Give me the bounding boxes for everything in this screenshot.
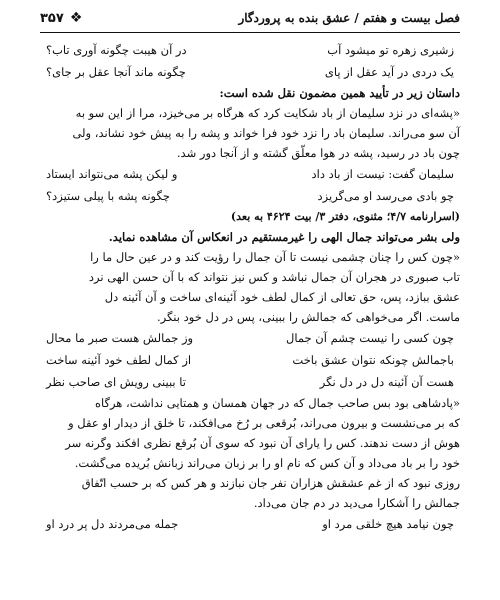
text-line: روزی نبود که از غم عشقش هزاران نفر جان نبازند و هر کس که بر حسب اتّفاق [81, 476, 460, 490]
text-line: تاب صبوری در هجران آن جمال نباشد و کس نیز نتواند که با آن حسن الهی نرد [88, 270, 460, 284]
section-heading: ولی بشر می‌تواند جمال الهی را غیرمستقیم در انعکاس آن مشاهده نماید. [108, 230, 460, 244]
verse-block-3 [40, 327, 460, 393]
verse-couplet [40, 513, 460, 535]
hemistich-right: هست آن آئینه دل در دل نگر [319, 375, 454, 389]
text-line: «چون کس را چنان چشمی نیست تا آن جمال را رؤیت کند و در عین حال ما را [90, 250, 460, 264]
hemistich-left: از کمال لطف خود آئینه ساخت [46, 353, 192, 367]
hemistich-right: سلیمان گفت: نیست از باد داد [311, 167, 454, 181]
hemistich-right: باجمالش چونکه نتوان عشق باخت [292, 353, 454, 367]
page-number: ۳۵۷ [40, 10, 64, 26]
verse-couplet [40, 371, 460, 393]
hemistich-left: و لیکن پشه می‌نتواند ایستاد [46, 167, 178, 181]
hemistich-left: در آن هیبت چگونه آوری تاب؟ [46, 43, 187, 57]
hemistich-right: چون نیامد هیچ خلقی مرد او [322, 517, 454, 531]
text-line: آن سو می‌راند. سلیمان باد را نزد خود فرا خواند و پشه را به پیش خود نشاند، ولی [72, 126, 460, 140]
verse-couplet [40, 349, 460, 371]
verse-block-1 [40, 39, 460, 83]
text-line: عشق ببازد، پس، حق تعالی از کمال لطف خود آئینه‌ای ساخت و آن آئینه دل [104, 290, 460, 304]
verse-couplet [40, 163, 460, 185]
text-line: خود را بر باد می‌داد و آن کس که نام او را بر زبان می‌راند زبانش بُریده می‌گشت. [74, 456, 460, 470]
text-line: چون باد در رسید، پشه در هوا معلّق گشته و از آنجا دور شد. [176, 146, 460, 160]
hemistich-left: تا ببینی رویش ای صاحب نظر [46, 375, 186, 389]
verse-couplet [40, 39, 460, 61]
hemistich-right: یک دردی در آید عقل از پای [324, 65, 454, 79]
verse-couplet [40, 61, 460, 83]
paragraph-3 [40, 393, 460, 513]
hemistich-left: جمله می‌مردند دل پر درد او [46, 517, 179, 531]
text-line: «پادشاهی بود بس صاحب جمال که در جهان همسان و همتایی نداشت، هرگاه [94, 396, 460, 410]
citation: (اسرارنامه ۴/۷؛ مثنوی، دفتر ۳/ بیت ۴۶۲۴ به بعد) [230, 210, 460, 223]
header-rule [40, 32, 460, 33]
text-line: جمالش را آشکارا می‌دید در دم جان می‌داد. [253, 496, 460, 510]
verse-couplet [40, 327, 460, 349]
hemistich-right: چون کسی را نیست چشم آن جمال [286, 331, 454, 345]
text-line: ماست. اگر می‌خواهی که جمالش را ببینی، پس در دل خود بنگر. [156, 310, 460, 324]
paragraph-1 [40, 103, 460, 163]
chapter-title: فصل بیست و هفتم / عشق بنده به پروردگار [238, 11, 460, 25]
hemistich-left: چگونه پشه با پیلی ستیزد؟ [46, 189, 170, 203]
verse-block-4 [40, 513, 460, 535]
verse-couplet [40, 185, 460, 207]
text-line: که بر می‌نشست و بیرون می‌راند، بُرقعی بر رُخ می‌افکند، تا خلق از دیدار او عقل و [68, 416, 460, 430]
hemistich-left: چگونه ماند آنجا عقل بر جای؟ [46, 65, 186, 79]
hemistich-left: وز جمالش هست صبر ما محال [46, 331, 194, 345]
page-header [40, 8, 460, 28]
verse-block-2 [40, 163, 460, 207]
paragraph-2 [40, 247, 460, 327]
ornament-icon: ❖ [69, 10, 83, 26]
hemistich-right: چو بادی می‌رسد او می‌گریزد [317, 189, 454, 203]
hemistich-right: زشیری زهره تو میشود آب [327, 43, 454, 57]
text-line: هوش از دست ندهند. کس را یارای آن نبود که سوی آن بُرقع نظری افکند وگرنه سر [65, 436, 460, 450]
page-number-group [40, 10, 82, 26]
text-line: «پشه‌ای در نزد سلیمان از باد شکایت کرد که هرگاه بر می‌خیزد، مرا از این سو به [75, 106, 460, 120]
section-heading: داستان زیر در تأیید همین مضمون نقل شده است: [219, 86, 460, 100]
